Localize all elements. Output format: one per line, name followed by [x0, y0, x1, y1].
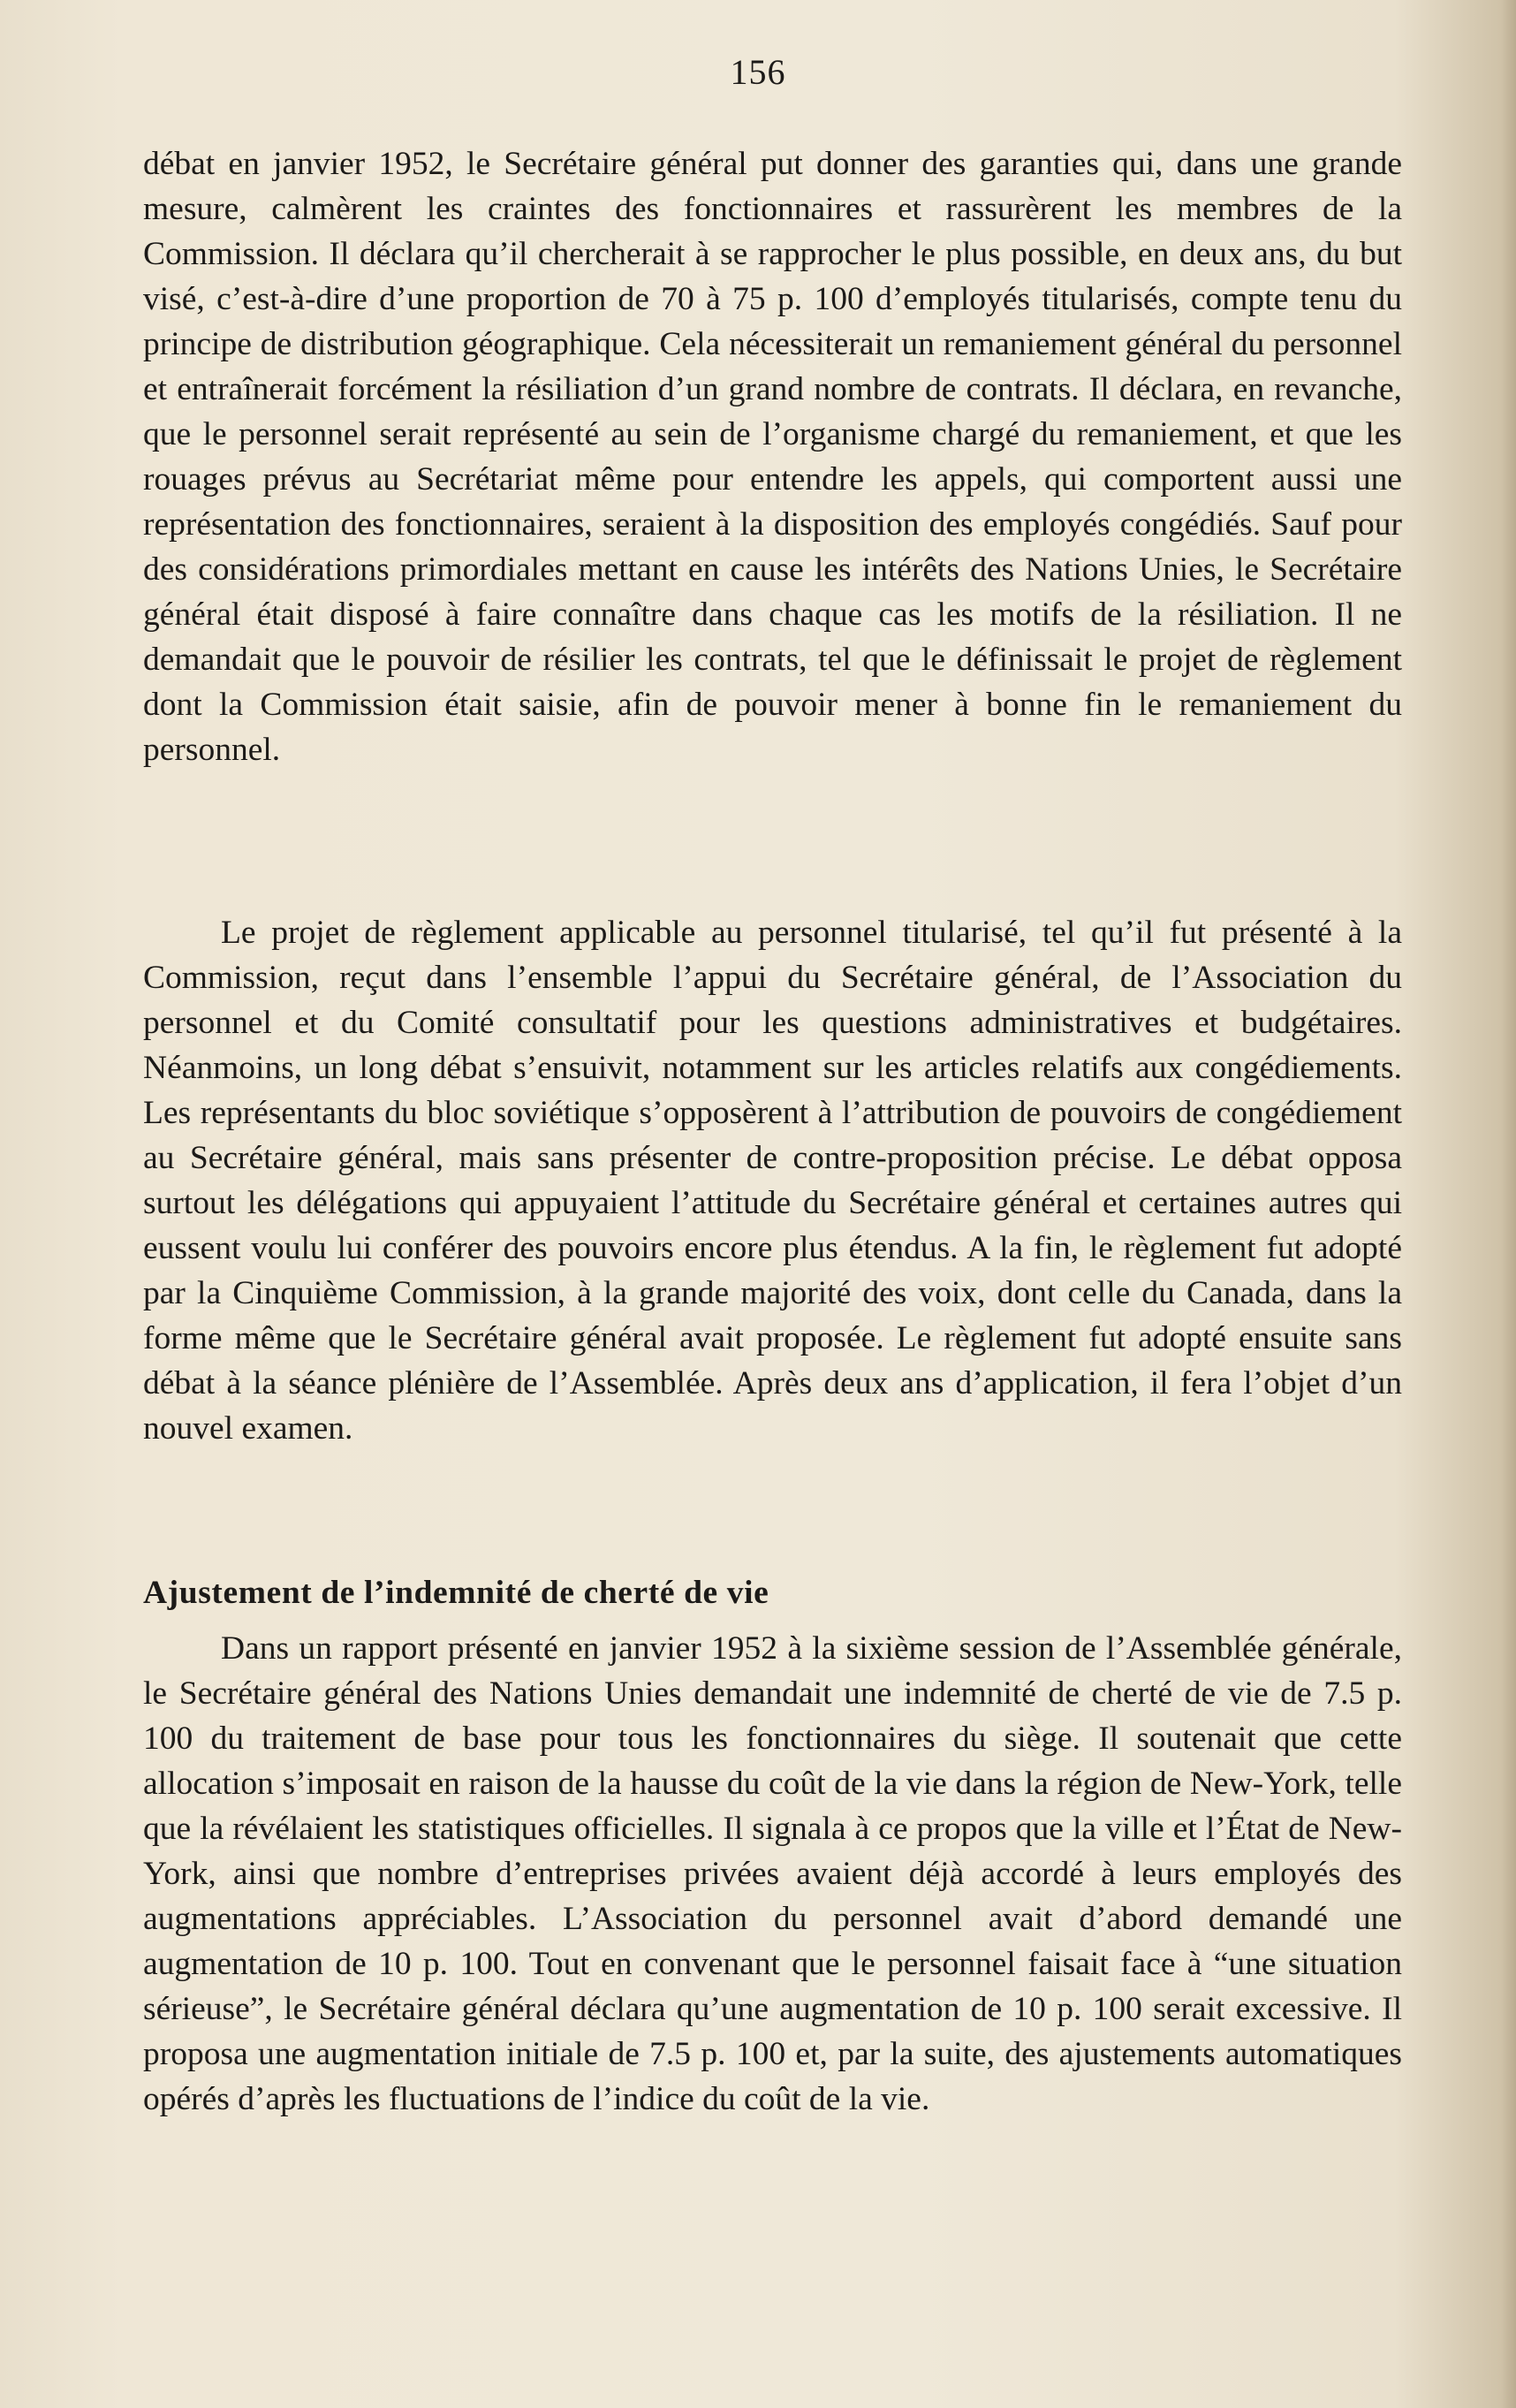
paragraph-text: Dans un rapport présenté en janvier 1952 à la sixième session de l’Assemblée générale, le Secrétaire général des Nations Unies demandait une indemnité de cherté de vie de 7.5 p. 100 du traitement de base pour tous les fonctionnaires du siège. Il soutenait que cette allocation s’imposait en raison de la hausse du coût de la vie dans la région de New-York, telle que la révélaient les statistiques officielles. Il signala à ce propos que la ville et l’État de New-York, ainsi que nombre d’entreprises privées avaient déjà accordé à leurs employés des augmentations appréciables. L’Association du personnel avait d’abord demandé une augmentation de 10 p. 100. Tout en convenant que le personnel faisait face à “une situation sérieuse”, le Secrétaire général déclara qu’une augmentation de 10 p. 100 serait excessive. Il proposa une augmentation initiale de 7.5 p. 100 et, par la suite, des ajustements automatiques opérés d’après les fluctuations de l’indice du coût de la vie.: [143, 1630, 1402, 2117]
paragraph-text: débat en janvier 1952, le Secrétaire général put donner des garanties qui, dans une grande mesure, calmèrent les craintes des fonctionnaires et rassurèrent les membres de la Commission. Il déclara qu’il chercherait à se rapprocher le plus possible, en deux ans, du but visé, c’est-à-dire d’une proportion de 70 à 75 p. 100 d’employés titularisés, compte tenu du principe de distribution géographique. Cela nécessiterait un remaniement général du personnel et entraînerait forcément la résiliation d’un grand nombre de contrats. Il déclara, en revanche, que le personnel serait représenté au sein de l’organisme chargé du remaniement, et que les rouages prévus au Secrétariat même pour entendre les appels, qui comportent aussi une représentation des fonctionnaires, seraient à la disposition des employés congédiés. Sauf pour des considérations primordiales mettant en cause les intérêts des Nations Unies, le Secrétaire général était disposé à faire connaître dans chaque cas les motifs de la résiliation. Il ne demandait que le pouvoir de résilier les contrats, tel que le définissait le projet de règlement dont la Commission était saisie, afin de pouvoir mener à bonne fin le remaniement du personnel.: [143, 146, 1402, 768]
paragraph-cost-of-living: [143, 1626, 1402, 2122]
paragraph-regulation: [143, 910, 1402, 1451]
section-heading: Ajustement de l’indemnité de cherté de vie: [143, 1575, 769, 1611]
page-number: 156: [730, 52, 786, 92]
paragraph-text: Le projet de règlement applicable au personnel titularisé, tel qu’il fut présenté à la Commission, reçut dans l’ensemble l’appui du Secrétaire général, de l’Association du personnel et du Comité consultatif pour les questions administratives et budgétaires. Néanmoins, un long débat s’ensuivit, notamment sur les articles relatifs aux congédiements. Les représentants du bloc soviétique s’opposèrent à l’attribution de pouvoirs de congédiement au Secrétaire général, mais sans présenter de contre-proposition précise. Le débat opposa surtout les délégations qui appuyaient l’attitude du Secrétaire général et certaines autres qui eussent voulu lui conférer des pouvoirs encore plus étendus. A la fin, le règlement fut adopté par la Cinquième Commission, à la grande majorité des voix, dont celle du Canada, dans la forme même que le Secrétaire général avait proposée. Le règlement fut adopté ensuite sans débat à la séance plénière de l’Assemblée. Après deux ans d’application, il fera l’objet d’un nouvel examen.: [143, 915, 1402, 1447]
paragraph-continued: [143, 141, 1402, 772]
